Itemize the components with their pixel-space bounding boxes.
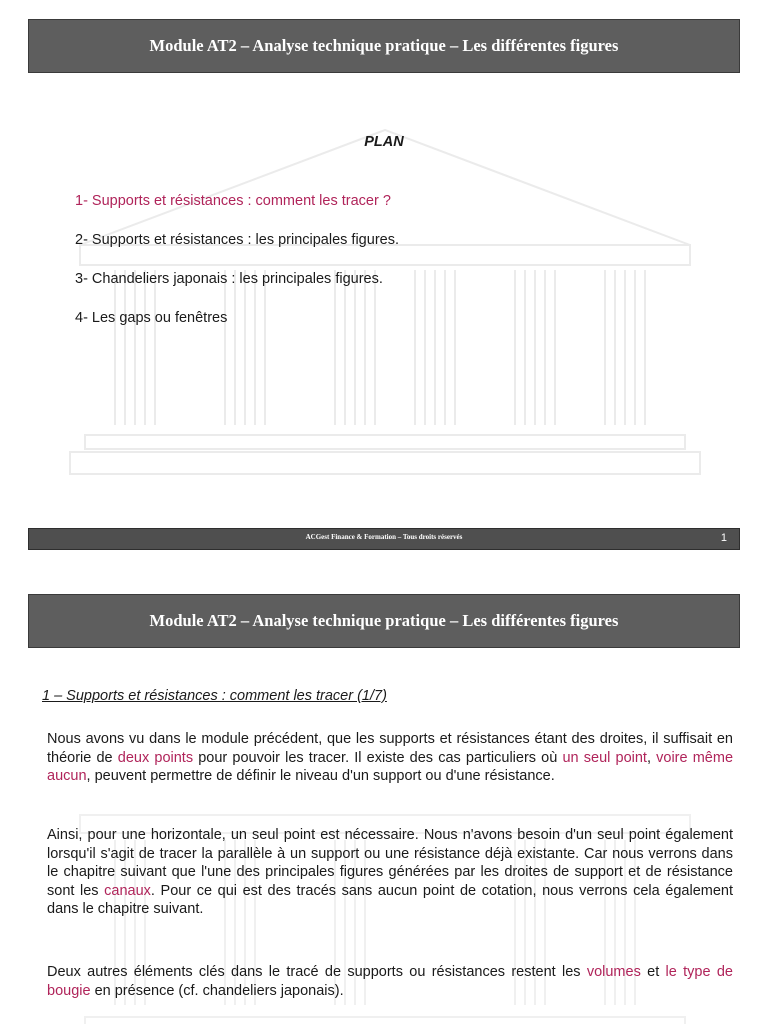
footer-copyright: ACGest Finance & Formation – Tous droits réservés (305, 533, 463, 541)
highlight-term: un seul point (562, 749, 647, 766)
highlight-term: le type de bougie (47, 964, 733, 999)
plan-item-4[interactable]: 4- Les gaps ou fenêtres (75, 310, 228, 326)
slide-2 (0, 575, 768, 1024)
page-number: 1 (720, 532, 727, 544)
text-run: Deux autres éléments clés dans le tracé de supports ou résistances restent les (47, 964, 587, 980)
plan-item-1[interactable]: 1- Supports et résistances : comment les tracer ? (75, 193, 391, 209)
paragraph-2 (47, 826, 733, 919)
paragraph-3 (47, 963, 733, 1000)
plan-title: PLAN (364, 134, 404, 150)
text-run: en présence (cf. chandeliers japonais). (90, 982, 344, 999)
highlight-term: voire même aucun (47, 749, 734, 784)
plan-item-2[interactable]: 2- Supports et résistances : les principales figures. (75, 232, 399, 248)
highlight-term: volumes (586, 964, 641, 980)
plan-item-3[interactable]: 3- Chandeliers japonais : les principales figures. (75, 271, 383, 287)
slide-title: Module AT2 – Analyse technique pratique – Les différentes figures (149, 36, 619, 55)
text-run: et (640, 964, 666, 980)
text-run: Ainsi, pour une horizontale, un seul point est nécessaire. Nous n'avons besoin d'un seul point également lorsqu'il s'agit de tracer la parallèle à un support ou une résistance déjà existante. Car nous verrons dans le chapitre suivant que l'une des principales figures générées par les droites de support et de résistance sont les (47, 827, 733, 899)
slide-title-bar (28, 19, 740, 73)
text-run: . Pour ce qui est des tracés sans aucun point de cotation, nous verrons cela également dans le chapitre suivant. (47, 882, 733, 917)
slide-title-bar (28, 594, 740, 648)
text-run: Nous avons vu dans le module précédent, que les supports et résistances étant des droites, il suffisait en théorie de (47, 731, 733, 766)
temple-watermark (60, 120, 710, 480)
slide-title: Module AT2 – Analyse technique pratique – Les différentes figures (149, 611, 619, 630)
slide-footer (28, 528, 740, 550)
section-heading: 1 – Supports et résistances : comment les tracer (1/7) (42, 688, 387, 704)
text-run: , (646, 749, 657, 766)
paragraph-1 (47, 730, 733, 786)
text-run: pour pouvoir les tracer. Il existe des cas particuliers où (193, 749, 563, 766)
highlight-term: deux points (117, 749, 194, 766)
highlight-term: canaux (104, 882, 151, 899)
text-run: , peuvent permettre de définir le niveau d'un support ou d'une résistance. (86, 768, 555, 784)
